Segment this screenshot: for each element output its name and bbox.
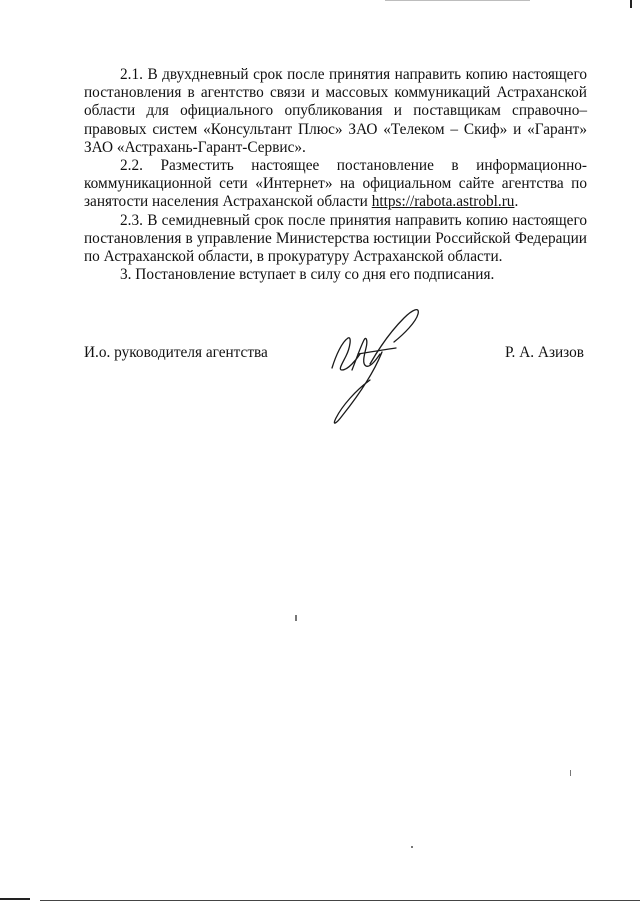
handwritten-signature: [312, 300, 432, 430]
scan-speck: [295, 615, 297, 621]
paragraph-3: 3. Постановление вступает в силу со дня его подписания.: [120, 266, 495, 284]
paragraph-2-1: 2.1. В двухдневный срок после принятия направить копию настоящего постановления в агентство связи и массовых коммуникаций Астраханской области для официального опубликования и поставщикам справочно–правовых систем «Консультант Плюс» ЗАО «Телеком – Скиф» и «Гарант» ЗАО «Астрахань-Гарант-Сервис».: [84, 66, 587, 156]
paragraph-2-2-end: .: [514, 193, 519, 211]
signatory-name: Р. А. Азизов: [504, 344, 584, 361]
document-body: [84, 66, 587, 284]
scan-artifact-line: [385, 0, 530, 1]
scan-artifact-line: [40, 900, 640, 901]
signatory-role: И.о. руководителя агентства: [84, 344, 268, 361]
scan-artifact-mark: [630, 0, 632, 8]
scan-speck: [411, 846, 413, 848]
scan-artifact-mark: [0, 898, 30, 900]
paragraph-2-2-text: 2.2. Разместить настоящее постановление в информационно-коммуникационной сети «Интернет» на официальном сайте агентства по занятости населения Астраханской области: [84, 157, 587, 211]
paragraph-2-3: 2.3. В семидневный срок после принятия направить копию настоящего постановления в управление Министерства юстиции Российской Федерации по Астраханской области, в прокуратуру Астраханской области.: [84, 211, 587, 266]
website-link[interactable]: https://rabota.astrobl.ru: [371, 193, 515, 211]
scan-speck: [570, 770, 571, 776]
paragraph-2-2: [84, 157, 587, 212]
